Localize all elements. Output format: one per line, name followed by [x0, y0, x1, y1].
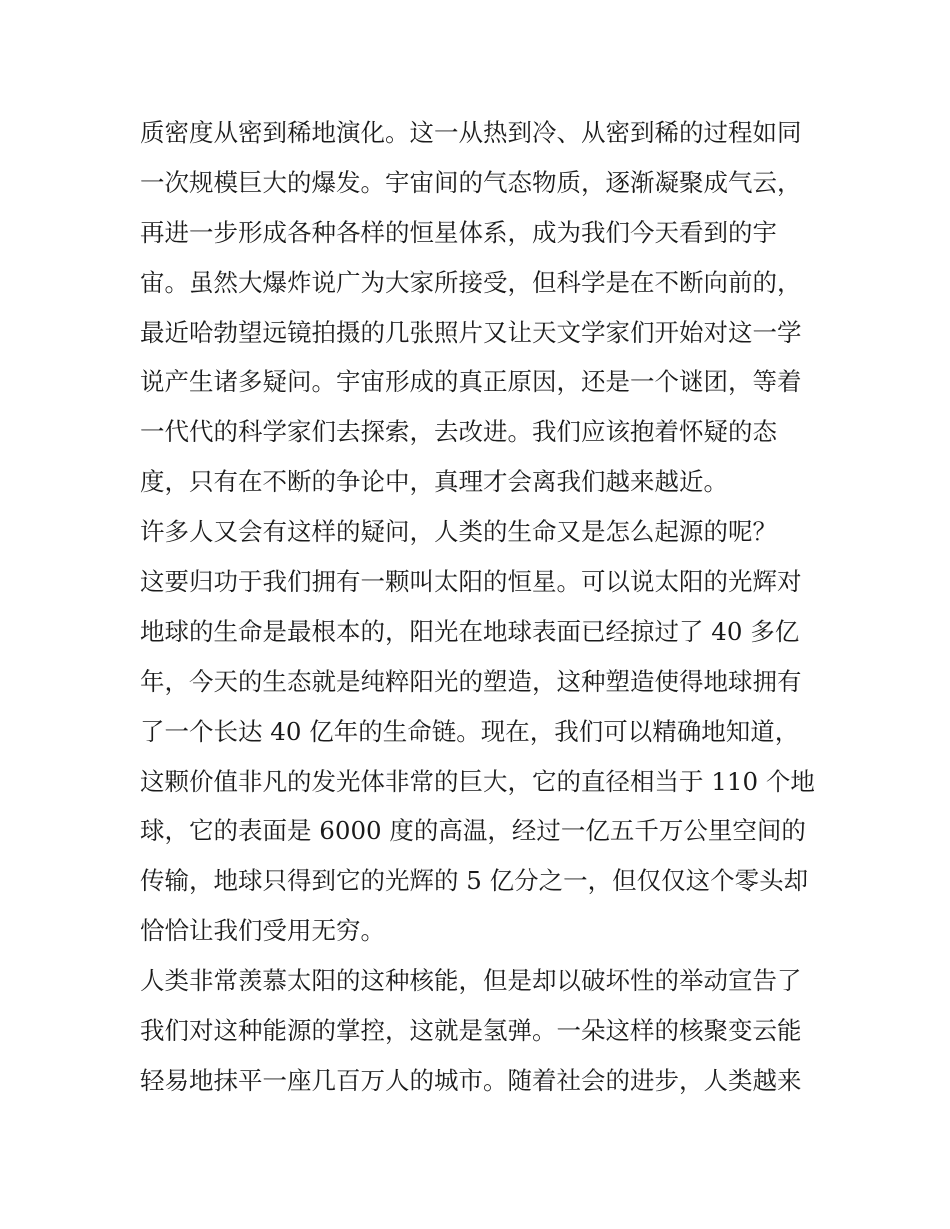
text-line: 这要归功于我们拥有一颗叫太阳的恒星。可以说太阳的光辉对 — [140, 567, 802, 597]
text-line: 许多人又会有这样的疑问，人类的生命又是怎么起源的呢？ — [140, 517, 777, 547]
text-line: 恰恰让我们受用无穷。 — [140, 916, 385, 946]
text-line: 说产生诸多疑问。宇宙形成的真正原因，还是一个谜团，等着 — [140, 367, 802, 397]
text-line: 我们对这种能源的掌控，这就是氢弹。一朵这样的核聚变云能 — [140, 1016, 802, 1046]
text-line: 一代代的科学家们去探索，去改进。我们应该抱着怀疑的态 — [140, 417, 777, 447]
text-line: 传输，地球只得到它的光辉的 5 亿分之一，但仅仅这个零头却 — [140, 866, 809, 896]
text-line: 球，它的表面是 6000 度的高温，经过一亿五千万公里空间的 — [140, 816, 806, 846]
text-line: 最近哈勃望远镜拍摄的几张照片又让天文学家们开始对这一学 — [140, 317, 802, 347]
text-line: 人类非常羡慕太阳的这种核能，但是却以破坏性的举动宣告了 — [140, 966, 802, 996]
body-text — [140, 108, 820, 1106]
text-line: 再进一步形成各种各样的恒星体系，成为我们今天看到的宇 — [140, 217, 777, 247]
text-line: 一次规模巨大的爆发。宇宙间的气态物质，逐渐凝聚成气云， — [140, 167, 802, 197]
text-line: 了一个长达 40 亿年的生命链。现在，我们可以精确地知道， — [140, 716, 800, 746]
text-line: 度，只有在不断的争论中，真理才会离我们越来越近。 — [140, 467, 728, 497]
text-line: 这颗价值非凡的发光体非常的巨大，它的直径相当于 110 个地 — [140, 766, 815, 796]
text-line: 年，今天的生态就是纯粹阳光的塑造，这种塑造使得地球拥有 — [140, 666, 802, 696]
text-line: 宙。虽然大爆炸说广为大家所接受，但科学是在不断向前的， — [140, 267, 802, 297]
text-line: 轻易地抹平一座几百万人的城市。随着社会的进步，人类越来 — [140, 1065, 802, 1095]
text-line: 质密度从密到稀地演化。这一从热到冷、从密到稀的过程如同 — [140, 118, 802, 147]
text-line: 地球的生命是最根本的，阳光在地球表面已经掠过了 40 多亿 — [140, 616, 800, 646]
